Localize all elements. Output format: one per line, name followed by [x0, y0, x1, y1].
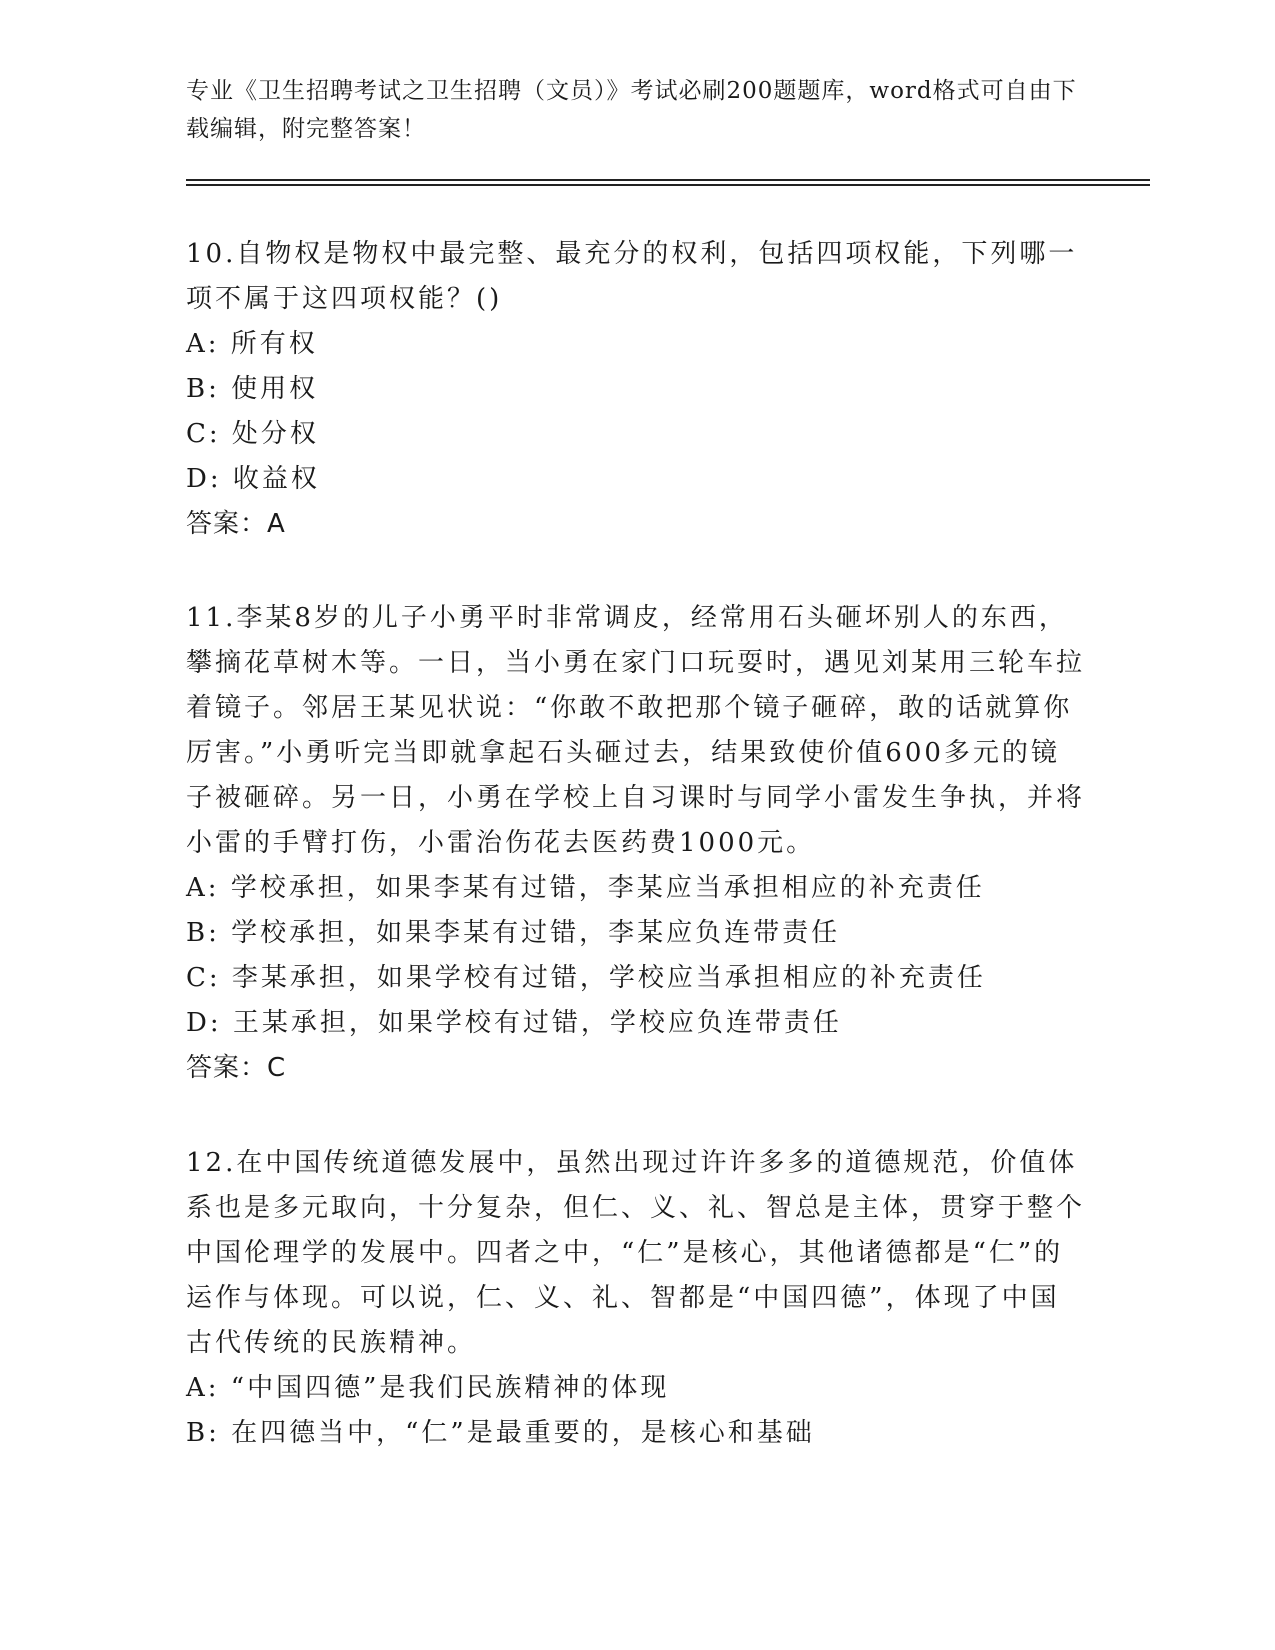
document-header: 专业《卫生招聘考试之卫生招聘（文员）》考试必刷200题题库，word格式可自由下载编辑，附完整答案！ [186, 78, 1077, 142]
option-d: D: 王某承担，如果学校有过错，学校应负连带责任 [186, 1008, 842, 1038]
question-stem: 10.自物权是物权中最完整、最充分的权利，包括四项权能，下列哪一项不属于这四项权能？() [186, 239, 1078, 314]
option-c: C: 李某承担，如果学校有过错，学校应当承担相应的补充责任 [186, 963, 986, 993]
question-stem: 12.在中国传统道德发展中，虽然出现过许许多多的道德规范，价值体系也是多元取向，十分复杂，但仁、义、礼、智总是主体，贯穿于整个中国伦理学的发展中。四者之中，“仁”是核心，其他诸德都是“仁”的运作与体现。可以说，仁、义、礼、智都是“中国四德”，体现了中国古代传统的民族精神。 [186, 1148, 1086, 1358]
answer-line: 答案：A [186, 509, 286, 539]
option-c: C: 处分权 [186, 419, 319, 449]
question-stem: 11.李某8岁的儿子小勇平时非常调皮，经常用石头砸坏别人的东西，攀摘花草树木等。一日，当小勇在家门口玩耍时，遇见刘某用三轮车拉着镜子。邻居王某见状说：“你敢不敢把那个镜子砸碎，敢的话就算你厉害。”小勇听完当即就拿起石头砸过去，结果致使价值600多元的镜子被砸碎。另一日，小勇在学校上自习课时与同学小雷发生争执，并将小雷的手臂打伤，小雷治伤花去医药费1000元。 [186, 603, 1086, 858]
question-11 [186, 596, 1086, 1091]
option-b: B: 使用权 [186, 374, 319, 404]
question-12 [186, 1141, 1086, 1456]
option-d: D: 收益权 [186, 464, 320, 494]
header-divider-second [186, 184, 1150, 186]
question-10 [186, 232, 1086, 547]
option-a: A: 所有权 [186, 329, 318, 359]
answer-line: 答案：C [186, 1053, 287, 1083]
header-divider [186, 179, 1150, 181]
option-a: A: 学校承担，如果李某有过错，李某应当承担相应的补充责任 [186, 873, 985, 903]
option-b: B: 在四德当中，“仁”是最重要的，是核心和基础 [186, 1418, 815, 1448]
option-b: B: 学校承担，如果李某有过错，李某应负连带责任 [186, 918, 841, 948]
option-a: A: “中国四德”是我们民族精神的体现 [186, 1373, 670, 1403]
